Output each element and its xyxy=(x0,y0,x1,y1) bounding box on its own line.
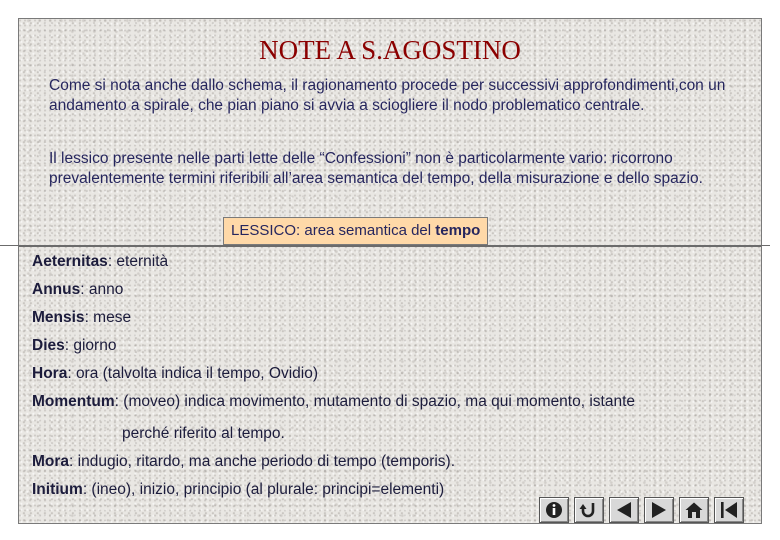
terms-list xyxy=(32,252,752,508)
term-definition: : (ineo), inizio, principio (al plurale: principi=elementi) xyxy=(82,481,445,498)
return-button[interactable] xyxy=(574,497,604,523)
home-button[interactable] xyxy=(679,497,709,523)
list-item xyxy=(32,336,752,364)
previous-button[interactable] xyxy=(609,497,639,523)
lessico-emphasis: tempo xyxy=(435,222,481,239)
term-word: Aeternitas xyxy=(32,253,108,270)
previous-icon xyxy=(614,500,634,520)
divider-line xyxy=(19,246,761,247)
lessico-label xyxy=(223,217,488,245)
list-item xyxy=(32,308,752,336)
lessico-prefix: LESSICO: area semantica del xyxy=(231,222,436,239)
first-slide-icon xyxy=(719,500,739,520)
info-button[interactable] xyxy=(539,497,569,523)
list-item xyxy=(32,280,752,308)
list-item xyxy=(32,452,752,480)
navigation-bar xyxy=(539,497,744,523)
return-icon xyxy=(579,500,599,520)
first-slide-button[interactable] xyxy=(714,497,744,523)
term-word: Initium xyxy=(32,481,83,498)
term-definition: : ora (talvolta indica il tempo, Ovidio) xyxy=(67,365,319,382)
term-definition: : anno xyxy=(80,281,124,298)
term-word: Annus xyxy=(32,281,81,298)
paragraph-1: Come si nota anche dallo schema, il ragionamento procede per successivi approfondimenti,con un andamento a spirale, che pian piano si avvia a sciogliere il nodo problematico centrale. xyxy=(49,77,726,114)
list-item xyxy=(32,392,752,424)
term-word: Mensis xyxy=(32,309,85,326)
term-definition: : mese xyxy=(84,309,132,326)
divider-line-extension xyxy=(0,245,770,246)
term-definition: : indugio, ritardo, ma anche periodo di tempo (temporis). xyxy=(69,453,456,470)
term-definition: perché riferito al tempo. xyxy=(122,425,285,442)
term-definition: : (moveo) indica movimento, mutamento di spazio, ma qui momento, istante xyxy=(114,393,636,410)
term-definition: : giorno xyxy=(64,337,117,354)
term-word: Mora xyxy=(32,453,70,470)
term-definition: : eternità xyxy=(107,253,169,270)
paragraph-2: Il lessico presente nelle parti lette delle “Confessioni” non è particolarmente vario: ricorrono prevalentemente termini riferibili all’area semantica del tempo, della misurazione e dello spazio. xyxy=(49,150,703,187)
home-icon xyxy=(684,500,704,520)
slide-title: NOTE A S.AGOSTINO xyxy=(259,35,521,65)
next-icon xyxy=(649,500,669,520)
info-icon xyxy=(544,500,564,520)
term-word: Momentum xyxy=(32,393,115,410)
term-word: Dies xyxy=(32,337,65,354)
slide xyxy=(18,18,762,524)
term-word: Hora xyxy=(32,365,68,382)
list-item-continuation xyxy=(32,424,752,452)
next-button[interactable] xyxy=(644,497,674,523)
list-item xyxy=(32,364,752,392)
list-item xyxy=(32,252,752,280)
